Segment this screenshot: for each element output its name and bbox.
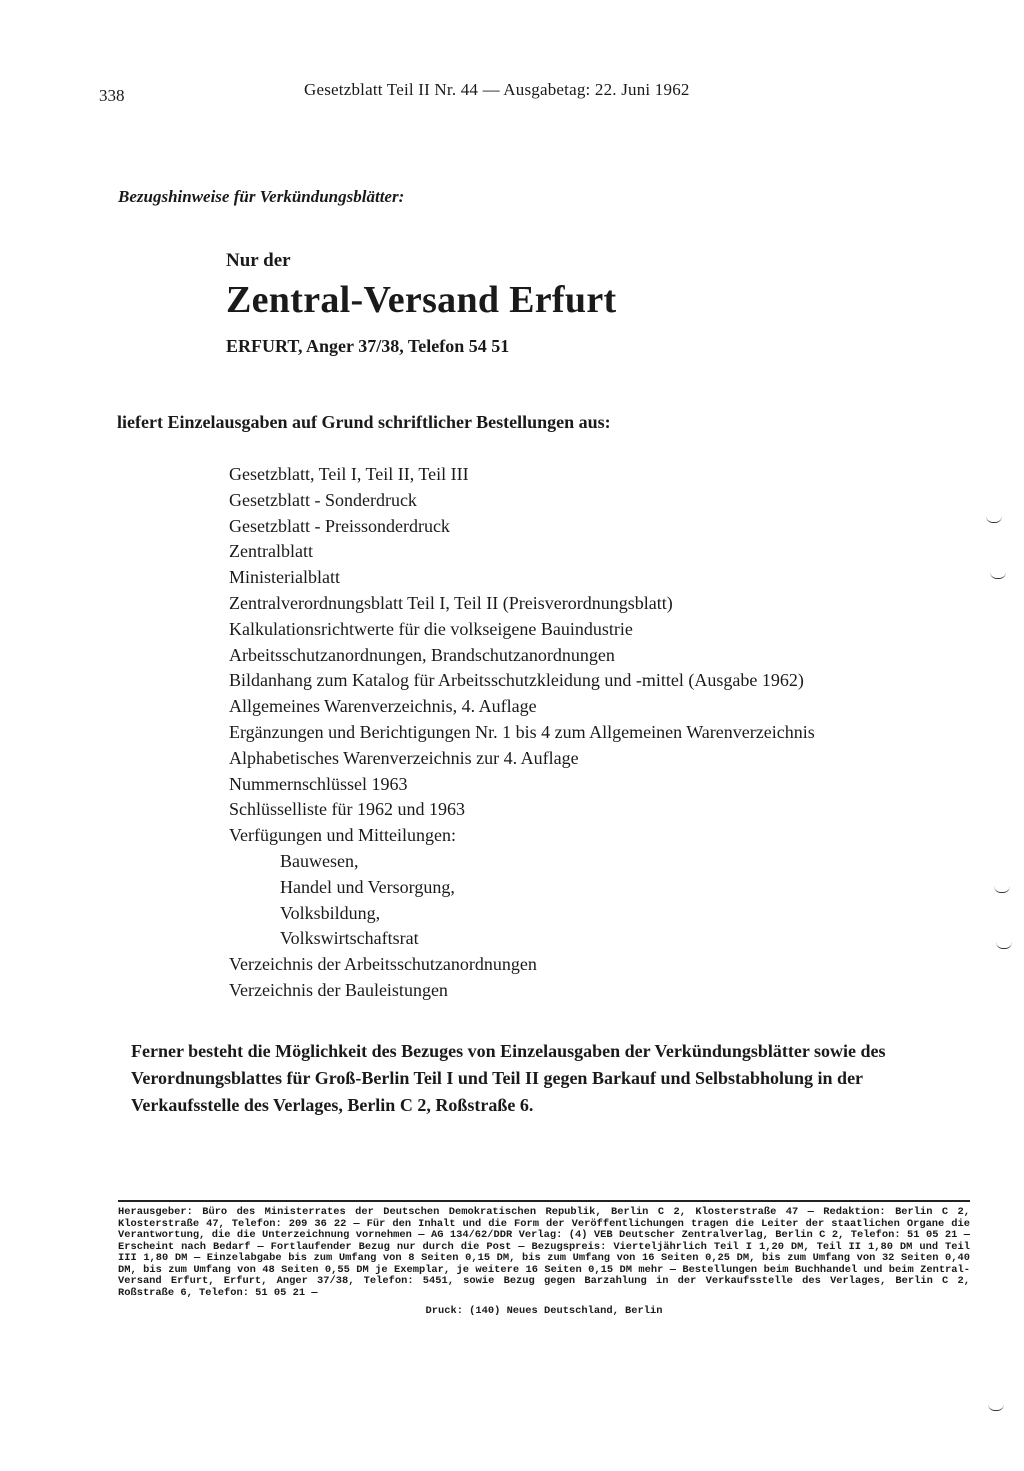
list-item: Verzeichnis der Bauleistungen — [229, 979, 448, 1000]
list-item: Verzeichnis der Arbeitsschutzanordnungen — [229, 954, 537, 975]
list-subitem: Volksbildung, — [280, 902, 381, 923]
list-subitem: Volkswirtschaftsrat — [280, 928, 419, 949]
imprint-divider — [118, 1200, 970, 1202]
list-item: Zentralblatt — [229, 541, 313, 562]
closing-paragraph: Ferner besteht die Möglichkeit des Bezuges von Einzelausgaben der Verkündungsblätter sowie des Verordnungsblattes für Groß-Berlin Teil I und Teil II gegen Barkauf und Selbstabholung in der Verkaufsstelle des Verlages, Berlin C 2, Roßstraße 6. — [131, 1041, 886, 1115]
printer-line: Druck: (140) Neues Deutschland, Berlin — [425, 1305, 663, 1317]
list-item: Ergänzungen und Berichtigungen Nr. 1 bis 4 zum Allgemeinen Warenverzeichnis — [229, 721, 815, 742]
firm-address: ERFURT, Anger 37/38, Telefon 54 51 — [226, 336, 510, 356]
margin-mark — [988, 1404, 1004, 1411]
list-item: Schlüsselliste für 1962 und 1963 — [229, 799, 465, 820]
notice-heading: Bezugshinweise für Verkündungsblätter: — [118, 187, 405, 206]
margin-mark — [996, 942, 1012, 949]
page-number: 338 — [99, 86, 125, 105]
list-item: Gesetzblatt - Preissonderdruck — [229, 515, 450, 536]
list-item: Kalkulationsrichtwerte für die volkseigene Bauindustrie — [229, 618, 633, 639]
margin-mark — [990, 572, 1006, 579]
nur-der-text: Nur der — [226, 250, 291, 271]
list-item: Allgemeines Warenverzeichnis, 4. Auflage — [229, 696, 537, 717]
list-item: Ministerialblatt — [229, 567, 340, 588]
list-item: Arbeitsschutzanordnungen, Brandschutzanordnungen — [229, 644, 615, 665]
imprint-text: Herausgeber: Büro des Ministerrates der Deutschen Demokratischen Republik, Berlin C 2, Klosterstraße 47 — Redaktion: Berlin C 2, Klosterstraße 47, Telefon: 209 36 22 — Für den Inhalt und die Form der Veröffentlichungen tragen die Leiter der staatlichen Organe die Verantwortung, die die Unterzeichnung vornehmen — AG 134/62/DDR Verlag: (4) VEB Deutscher Zentralverlag, Berlin C 2, Telefon: 51 05 21 — Erscheint nach Bedarf — Fortlaufender Bezug nur durch die Post — Bezugspreis: Vierteljährlich Teil I 1,20 DM, Teil II 1,80 DM und Teil III 1,80 DM — Einzelabgabe bis zum Umfang von 8 Seiten 0,15 DM, bis zum Umfang von 16 Seiten 0,25 DM, bis zum Umfang von 32 Seiten 0,40 DM, bis zum Umfang von 48 Seiten 0,55 DM je Exemplar, je weitere 16 Seiten 0,15 DM mehr — Bestellungen beim Buchhandel und beim Zentral-Versand Erfurt, Erfurt, Anger 37/38, Telefon: 5451, sowie Bezug gegen Barzahlung in der Verkaufsstelle des Verlages, Berlin C 2, Roßstraße 6, Telefon: 51 05 21 — — [118, 1206, 970, 1299]
list-item: Gesetzblatt, Teil I, Teil II, Teil III — [229, 464, 469, 484]
margin-mark — [986, 516, 1002, 523]
publication-list — [229, 462, 929, 1004]
list-item: Bildanhang zum Katalog für Arbeitsschutzkleidung und -mittel (Ausgabe 1962) — [229, 670, 804, 691]
list-subitem: Bauwesen, — [280, 850, 359, 871]
list-item: Gesetzblatt - Sonderdruck — [229, 489, 417, 510]
running-head: Gesetzblatt Teil II Nr. 44 — Ausgabetag: 22. Juni 1962 — [304, 80, 690, 99]
list-item: Nummernschlüssel 1963 — [229, 773, 408, 794]
delivery-intro: liefert Einzelausgaben auf Grund schriftlicher Bestellungen aus: — [117, 412, 611, 432]
list-subitem: Handel und Versorgung, — [280, 876, 455, 897]
list-item: Alphabetisches Warenverzeichnis zur 4. Auflage — [229, 747, 579, 768]
margin-mark — [994, 886, 1010, 893]
list-item: Zentralverordnungsblatt Teil I, Teil II (Preisverordnungsblatt) — [229, 592, 673, 613]
firm-name: Zentral-Versand Erfurt — [226, 279, 617, 321]
list-item: Verfügungen und Mitteilungen: — [229, 825, 456, 846]
